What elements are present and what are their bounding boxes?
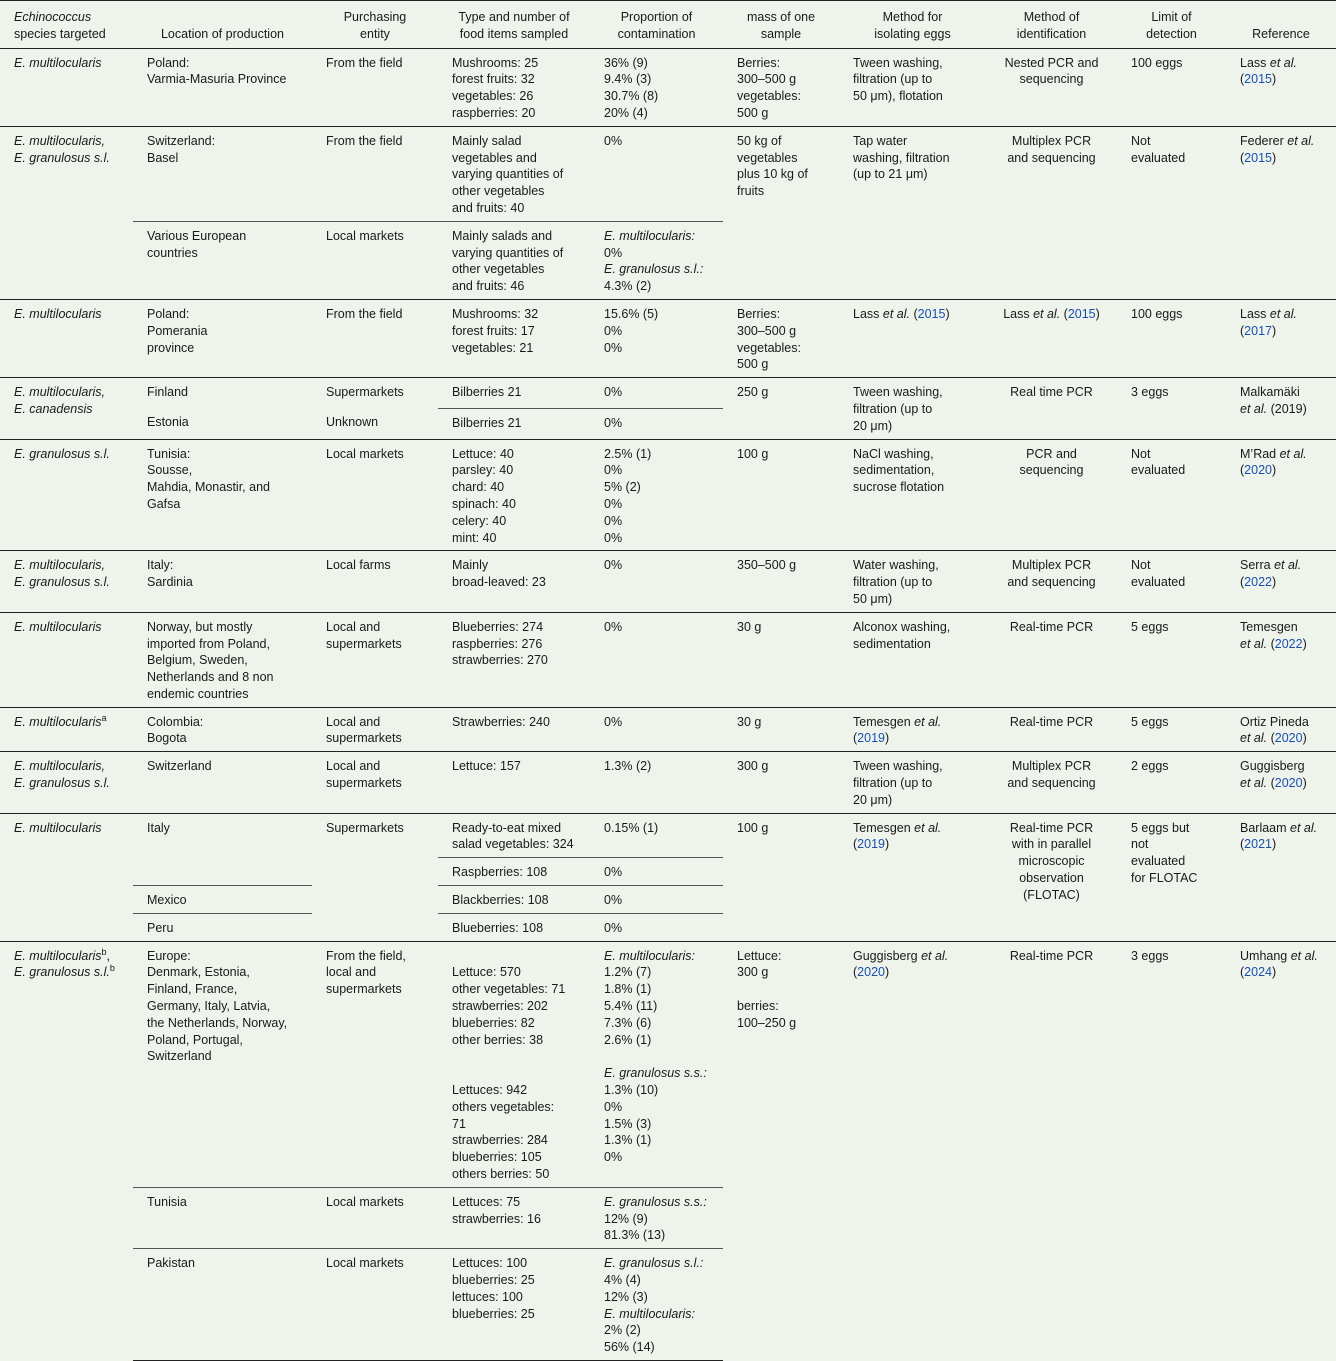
table-row (0, 612, 1336, 707)
proportion-cell: 2.5% (1) 0% 5% (2) 0% 0% 0% (590, 439, 723, 551)
location-cell: Norway, but mostly imported from Poland, Belgium, Sweden, Netherlands and 8 non endemic countries (133, 612, 312, 707)
location-cell: Switzerland (133, 752, 312, 813)
food-cell: Bilberries 21 (438, 378, 590, 409)
reference-link[interactable]: 2020 (1274, 731, 1303, 746)
isolation-cell: Temesgen et al. (2019) (839, 813, 986, 941)
identification-cell: Multiplex PCR and sequencing (986, 126, 1117, 299)
limit-cell: 3 eggs (1117, 941, 1226, 1360)
proportion-cell: E. granulosus s.l.: 4% (4) 12% (3) E. multilocularis: 2% (2) 56% (14) (590, 1249, 723, 1361)
mass-cell: 300 g (723, 752, 839, 813)
mass-cell: 350–500 g (723, 551, 839, 612)
food-cell: Mushrooms: 25 forest fruits: 32 vegetables: 26 raspberries: 20 (438, 48, 590, 126)
identification-cell: Multiplex PCR and sequencing (986, 551, 1117, 612)
reference-cell: Guggisberg et al. (2020) (1226, 752, 1336, 813)
identification-cell: Real-time PCR with in parallel microscopic observation (FLOTAC) (986, 813, 1117, 941)
table-row (0, 48, 1336, 126)
reference-cell: Federer et al. (2015) (1226, 126, 1336, 299)
header-reference: Reference (1226, 1, 1336, 49)
isolation-cell: Tween washing, filtration (up to 20 μm) (839, 378, 986, 439)
isolation-cell: Tween washing, filtration (up to 20 μm) (839, 752, 986, 813)
food-cell: Ready-to-eat mixed salad vegetables: 324 (438, 813, 590, 858)
table-row (0, 126, 1336, 221)
location-cell: Various European countries (133, 221, 312, 299)
mass-cell: Berries: 300–500 g vegetables: 500 g (723, 48, 839, 126)
table-row (0, 551, 1336, 612)
proportion-cell: 0.15% (1) (590, 813, 723, 858)
proportion-cell: 1.3% (2) (590, 752, 723, 813)
reference-cell: Lass et al. (2017) (1226, 299, 1336, 377)
mass-cell: 100 g (723, 439, 839, 551)
species-cell: E. multilocularis, E. granulosus s.l. (0, 126, 133, 299)
reference-cell: Umhang et al. (2024) (1226, 941, 1336, 1360)
food-cell: Lettuce: 40 parsley: 40 chard: 40 spinach: 40 celery: 40 mint: 40 (438, 439, 590, 551)
limit-cell: 2 eggs (1117, 752, 1226, 813)
proportion-cell: E. granulosus s.s.: 12% (9) 81.3% (13) (590, 1187, 723, 1248)
location-cell: Tunisia (133, 1187, 312, 1248)
table-header (0, 1, 1336, 49)
proportion-cell: 0% (590, 126, 723, 221)
mass-cell: 50 kg of vegetables plus 10 kg of fruits (723, 126, 839, 299)
table-row (0, 752, 1336, 813)
location-cell: Poland: Pomerania province (133, 299, 312, 377)
food-cell: Lettuce: 157 (438, 752, 590, 813)
purchasing-cell: From the field (312, 126, 438, 221)
species-cell: E. multilocularis (0, 813, 133, 941)
species-cell: E. multilocularis (0, 612, 133, 707)
reference-cell: Temesgen et al. (2022) (1226, 612, 1336, 707)
location-cell: Mexico (133, 886, 312, 914)
proportion-cell: 0% (590, 707, 723, 752)
limit-cell: Not evaluated (1117, 439, 1226, 551)
location-cell: Poland: Varmia-Masuria Province (133, 48, 312, 126)
food-cell: Bilberries 21 (438, 408, 590, 439)
reference-link[interactable]: 2015 (1244, 150, 1272, 165)
table-row-group (0, 126, 1336, 299)
location-cell: Peru (133, 913, 312, 941)
species-cell: E. granulosus s.l. (0, 439, 133, 551)
isolation-cell: NaCl washing, sedimentation, sucrose flotation (839, 439, 986, 551)
table-row (0, 299, 1336, 377)
reference-link[interactable]: 2020 (857, 965, 885, 980)
food-cell: Lettuces: 100 blueberries: 25 lettuces: 100 blueberries: 25 (438, 1249, 590, 1361)
limit-cell: Not evaluated (1117, 126, 1226, 299)
limit-cell: 100 eggs (1117, 299, 1226, 377)
purchasing-cell: Local and supermarkets (312, 612, 438, 707)
mass-cell: Berries: 300–500 g vegetables: 500 g (723, 299, 839, 377)
food-cell: Raspberries: 108 (438, 858, 590, 886)
food-cell: Strawberries: 240 (438, 707, 590, 752)
proportion-cell: E. multilocularis: 0% E. granulosus s.l.: 4.3% (2) (590, 221, 723, 299)
identification-cell: Real-time PCR (986, 612, 1117, 707)
purchasing-cell: Local markets (312, 221, 438, 299)
table-row-group (0, 941, 1336, 1360)
identification-cell: Real-time PCR (986, 707, 1117, 752)
location-cell: Colombia: Bogota (133, 707, 312, 752)
proportion-cell: 36% (9) 9.4% (3) 30.7% (8) 20% (4) (590, 48, 723, 126)
reference-link[interactable]: 2022 (1244, 575, 1272, 590)
species-cell: E. multilocularis (0, 48, 133, 126)
reference-link[interactable]: 2017 (1244, 323, 1272, 338)
food-cell: Blueberries: 108 (438, 913, 590, 941)
food-cell: Blackberries: 108 (438, 886, 590, 914)
proportion-cell: 0% (590, 378, 723, 409)
purchasing-cell: From the field, local and supermarkets (312, 941, 438, 1187)
food-cell: Lettuces: 75 strawberries: 16 (438, 1187, 590, 1248)
location-cell: Italy: Sardinia (133, 551, 312, 612)
reference-link[interactable]: 2020 (1244, 463, 1272, 478)
reference-link[interactable]: 2015 (1067, 306, 1096, 321)
header-location: Location of production (133, 1, 312, 49)
reference-cell: Barlaam et al. (2021) (1226, 813, 1336, 941)
table-row-group (0, 752, 1336, 813)
purchasing-cell: Local markets (312, 439, 438, 551)
limit-cell: 5 eggs but not evaluated for FLOTAC (1117, 813, 1226, 941)
table-row (0, 707, 1336, 752)
identification-cell: Nested PCR and sequencing (986, 48, 1117, 126)
location-cell: Estonia (147, 415, 189, 430)
purchasing-cell: Local markets (312, 1249, 438, 1361)
table-row-group (0, 299, 1336, 377)
header-isolation: Method for isolating eggs (839, 1, 986, 49)
reference-link[interactable]: 2021 (1244, 837, 1272, 852)
purchasing-cell: From the field (312, 299, 438, 377)
mass-cell: 30 g (723, 707, 839, 752)
mass-cell: 100 g (723, 813, 839, 941)
reference-link[interactable]: 2019 (857, 837, 885, 852)
limit-cell: 5 eggs (1117, 612, 1226, 707)
reference-cell: Lass et al. (2015) (1226, 48, 1336, 126)
header-proportion: Proportion of contamination (590, 1, 723, 49)
purchasing-cell: Local and supermarkets (312, 752, 438, 813)
table-row (0, 439, 1336, 551)
reference-link[interactable]: 2024 (1244, 965, 1272, 980)
species-cell: E. multilocularis, E. canadensis (0, 378, 133, 439)
location-cell: Italy (133, 813, 312, 885)
table-row-group (0, 378, 1336, 439)
reference-link[interactable]: 2022 (1274, 636, 1303, 651)
identification-cell: Real-time PCR (986, 941, 1117, 1360)
food-cell: Mainly broad-leaved: 23 (438, 551, 590, 612)
isolation-cell: Temesgen et al. (2019) (839, 707, 986, 752)
purchasing-cell: Local and supermarkets (312, 707, 438, 752)
reference-cell: Malkamäki et al. (2019) (1226, 378, 1336, 439)
reference-link[interactable]: 2015 (917, 306, 946, 321)
proportion-cell: 0% (590, 913, 723, 941)
header-species: Echinococcus species targeted (0, 1, 133, 49)
food-cell: Mainly salad vegetables and varying quantities of other vegetables and fruits: 40 (438, 126, 590, 221)
food-cell: Mainly salads and varying quantities of other vegetables and fruits: 46 (438, 221, 590, 299)
isolation-cell: Tween washing, filtration (up to 50 μm), flotation (839, 48, 986, 126)
proportion-cell: 0% (590, 408, 723, 439)
proportion-cell: E. multilocularis: 1.2% (7) 1.8% (1) 5.4% (11) 7.3% (6) 2.6% (1) E. granulosus s.s.: 1.3% (10) 0% 1.5% (3) 1.3% (1) 0% (590, 941, 723, 1187)
proportion-cell: 0% (590, 858, 723, 886)
location-cell: Tunisia: Sousse, Mahdia, Monastir, and Gafsa (133, 439, 312, 551)
mass-cell: 30 g (723, 612, 839, 707)
isolation-cell: Guggisberg et al. (2020) (839, 941, 986, 1360)
purchasing-cell: From the field (312, 48, 438, 126)
table-row-group (0, 48, 1336, 126)
isolation-cell: Alconox washing, sedimentation (839, 612, 986, 707)
mass-cell: 250 g (723, 378, 839, 439)
species-cell: E. multilocularis (0, 299, 133, 377)
location-cell: Switzerland: Basel (133, 126, 312, 221)
header-limit: Limit of detection (1117, 1, 1226, 49)
table-row (0, 378, 1336, 409)
mass-cell: Lettuce: 300 g berries: 100–250 g (723, 941, 839, 1360)
reference-cell: M’Rad et al. (2020) (1226, 439, 1336, 551)
species-cell: E. multilocularis$^b$, E. granulosus s.l.$^b$ (0, 941, 133, 1360)
purchasing-cell: Supermarkets (312, 813, 438, 941)
species-cell: E. multilocularis$^a$ (0, 707, 133, 752)
header-purchasing: Purchasing entity (312, 1, 438, 49)
identification-cell: Multiplex PCR and sequencing (986, 752, 1117, 813)
limit-cell: 3 eggs (1117, 378, 1226, 439)
reference-link[interactable]: 2020 (1274, 776, 1303, 791)
species-cell: E. multilocularis, E. granulosus s.l. (0, 752, 133, 813)
table-row (0, 941, 1336, 1187)
food-cell: Lettuce: 570 other vegetables: 71 strawberries: 202 blueberries: 82 other berries: 38 Lettuces: 942 others vegetables: 71 strawberries: 284 blueberries: 105 others berries: 50 (438, 941, 590, 1187)
proportion-cell: 0% (590, 551, 723, 612)
identification-cell: Real time PCR (986, 378, 1117, 439)
limit-cell: Not evaluated (1117, 551, 1226, 612)
header-mass: mass of one sample (723, 1, 839, 49)
reference-link[interactable]: 2015 (1244, 72, 1272, 87)
table-row-group (0, 612, 1336, 707)
food-cell: Mushrooms: 32 forest fruits: 17 vegetables: 21 (438, 299, 590, 377)
isolation-cell: Lass et al. (2015) (839, 299, 986, 377)
purchasing-cell: Unknown (326, 415, 379, 430)
limit-cell: 5 eggs (1117, 707, 1226, 752)
food-cell: Blueberries: 274 raspberries: 276 strawberries: 270 (438, 612, 590, 707)
location-cell: Europe: Denmark, Estonia, Finland, France, Germany, Italy, Latvia, the Netherlands, Norway, Poland, Portugal, Switzerland (133, 941, 312, 1187)
table-row (0, 813, 1336, 858)
proportion-cell: 0% (590, 612, 723, 707)
purchasing-cell: Local farms (312, 551, 438, 612)
location-cell: Pakistan (133, 1249, 312, 1361)
table-row-group (0, 707, 1336, 752)
isolation-cell: Water washing, filtration (up to 50 μm) (839, 551, 986, 612)
location-cell: Finland (133, 378, 312, 409)
table-row-group (0, 551, 1336, 612)
identification-cell: PCR and sequencing (986, 439, 1117, 551)
proportion-cell: 0% (590, 886, 723, 914)
identification-cell: Lass et al. (2015) (986, 299, 1117, 377)
header-food-items: Type and number of food items sampled (438, 1, 590, 49)
header-identification: Method of identification (986, 1, 1117, 49)
limit-cell: 100 eggs (1117, 48, 1226, 126)
reference-link[interactable]: 2019 (857, 731, 885, 746)
isolation-cell: Tap water washing, filtration (up to 21 μm) (839, 126, 986, 299)
table-row-group (0, 439, 1336, 551)
species-cell: E. multilocularis, E. granulosus s.l. (0, 551, 133, 612)
proportion-cell: 15.6% (5) 0% 0% (590, 299, 723, 377)
purchasing-cell: Supermarkets (312, 378, 438, 409)
reference-cell: Serra et al. (2022) (1226, 551, 1336, 612)
table-row-group (0, 813, 1336, 941)
purchasing-cell: Local markets (312, 1187, 438, 1248)
reference-cell: Ortiz Pineda et al. (2020) (1226, 707, 1336, 752)
